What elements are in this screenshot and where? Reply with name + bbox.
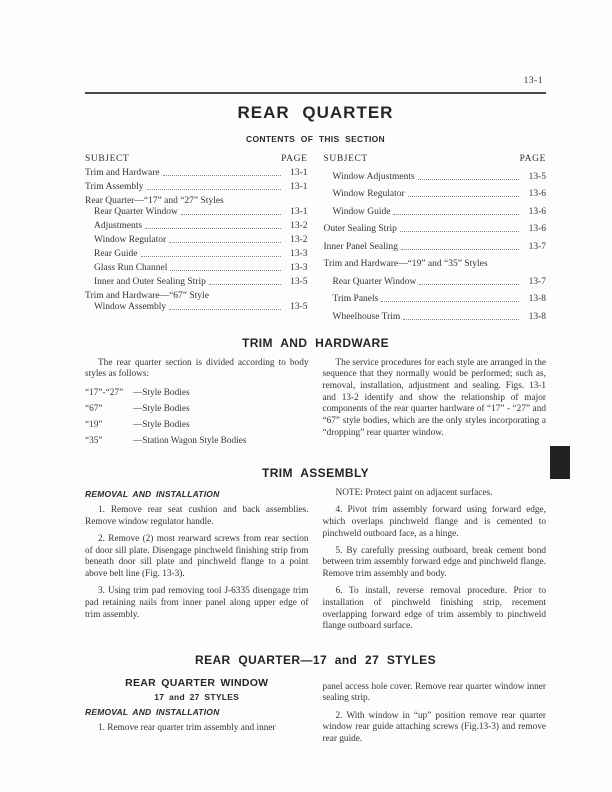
continuation-paragraph: panel access hole cover. Remove rear quarter window inner sealing strip.: [322, 681, 546, 704]
toc-left-header: [85, 154, 308, 164]
left-column: [85, 358, 309, 452]
step-paragraph: 1. Remove rear seat cushion and back assemblies. Remove window regulator handle.: [85, 504, 309, 527]
toc-entry: Trim and Hardware 13-1: [85, 168, 308, 178]
left-column: [85, 488, 309, 639]
toc-subject-header: SUBJECT: [323, 154, 368, 164]
toc-entry: Inner and Outer Sealing Strip 13-5: [94, 277, 308, 287]
body-style-item: “17”-“27” —Style Bodies: [85, 387, 190, 398]
dot-leader: [170, 270, 280, 271]
note-paragraph: NOTE: Protect paint on adjacent surfaces.: [335, 487, 493, 498]
toc-group-entry: Rear Quarter—“17” and “27” Styles: [85, 196, 224, 206]
section-heading-trim-assembly: TRIM ASSEMBLY: [262, 465, 369, 480]
page-content: [85, 96, 546, 751]
trim-assembly-section: [85, 488, 546, 639]
toc-entry: Window Regulator 13-6: [332, 189, 546, 199]
toc-entry: Rear Quarter Window 13-1: [94, 207, 308, 217]
dot-leader: [163, 175, 281, 176]
body-style-item: “35” —Station Wagon Style Bodies: [85, 435, 247, 446]
page-title: REAR QUARTER: [237, 103, 394, 122]
right-column: [323, 675, 547, 752]
toc-entry: Outer Sealing Strip 13-6: [323, 224, 546, 234]
rear-quarter-window-heading: REAR QUARTER WINDOW: [125, 676, 269, 689]
step-paragraph: 5. By carefully pressing outboard, break cement bond between trim assembly forward edge and pinchweld flange. Remove trim assembly and body.: [322, 545, 546, 580]
dot-leader: [418, 179, 519, 180]
left-column: [85, 675, 309, 752]
toc-entry: Trim Assembly 13-1: [85, 182, 308, 192]
trim-and-hardware-section: [85, 358, 546, 452]
removal-installation-heading: REMOVAL AND INSTALLATION: [85, 488, 220, 499]
dot-leader: [169, 309, 280, 310]
toc-page-header: PAGE: [281, 154, 308, 164]
step-paragraph: 1. Remove rear quarter trim assembly and inner: [98, 722, 276, 733]
step-paragraph: 4. Pivot trim assembly forward using forward edge, which overlaps pinchweld flange and is cemented to pinchweld outboard face, as a hinge.: [322, 505, 546, 539]
toc-page-header: PAGE: [519, 154, 546, 164]
page-number: 13-1: [523, 76, 543, 86]
dot-leader: [400, 231, 519, 232]
toc-entry: Wheelhouse Trim 13-8: [332, 311, 546, 322]
toc-left-column: [85, 154, 308, 322]
intro-paragraph: The rear quarter section is divided according to body styles as follows:: [85, 357, 309, 380]
body-paragraph: The service procedures for each style are arranged in the sequence that they normally would be performed; such as, removal, installation, adjustment and sealing. Figs. 13-1 and 13-2 identify and show the relationship of major components of the rear quarter hardware of “17” - “27” and “67” style bodies, which are the only styles incorporating a “dropping” rear quarter window.: [322, 357, 546, 438]
dot-leader: [209, 284, 281, 285]
toc-group-entry: Trim and Hardware—“19” and “35” Styles: [323, 259, 488, 269]
toc-entry: Inner Panel Sealing 13-7: [323, 241, 546, 252]
section-index-tab: [550, 446, 570, 479]
toc-entry: Window Adjustments 13-5: [332, 171, 546, 182]
toc-entry: Trim Panels 13-8: [332, 294, 546, 304]
dot-leader: [181, 214, 281, 215]
step-paragraph: 2. Remove (2) most rearward screws from rear section of door sill plate. Disengage pinchweld finishing strip from beneath door sill plate and pinchweld flange to a point above belt line (Fig. 13-3).: [85, 533, 309, 579]
contents-heading: CONTENTS OF THIS SECTION: [246, 134, 385, 144]
body-style-item: “67” —Style Bodies: [85, 403, 190, 414]
dot-leader: [169, 242, 280, 243]
toc-right-header: [324, 154, 547, 164]
dot-leader: [408, 196, 519, 197]
styles-subheading: 17 and 27 STYLES: [154, 691, 240, 702]
table-of-contents: [85, 154, 546, 322]
body-style-item: “19” —Style Bodies: [85, 419, 190, 430]
dot-leader: [401, 249, 519, 250]
section-heading-rear-quarter-17-27: REAR QUARTER—17 and 27 STYLES: [195, 652, 436, 667]
toc-entry: Rear Quarter Window 13-7: [332, 276, 546, 287]
rear-quarter-window-section: [85, 675, 546, 752]
right-column: [323, 358, 547, 452]
right-column: [323, 488, 547, 639]
removal-installation-heading: REMOVAL AND INSTALLATION: [85, 706, 220, 717]
step-paragraph: 6. To install, reverse removal procedure. Prior to installation of pinchweld finishing strip, recement overlapping forward edge of trim assembly to pinchweld flange outboard surface.: [322, 586, 546, 632]
toc-entry: Glass Run Channel 13-3: [94, 263, 308, 273]
toc-entry: Adjustments 13-2: [94, 221, 308, 231]
body-styles-list: [85, 388, 309, 446]
dot-leader: [419, 284, 519, 285]
dot-leader: [403, 319, 519, 320]
toc-entry: Rear Guide 13-3: [94, 249, 308, 259]
toc-entry: Window Guide 13-6: [332, 206, 546, 217]
toc-group-entry: Trim and Hardware—“67” Style: [85, 291, 209, 301]
step-paragraph: 2. With window in “up” position remove rear quarter window rear guide attaching screws (Fig.13-3) and remove rear guide.: [322, 710, 546, 744]
dot-leader: [147, 189, 281, 190]
header-rule: [85, 92, 546, 94]
dot-leader: [141, 256, 281, 257]
toc-entry: Window Regulator 13-2: [94, 235, 308, 245]
dot-leader: [381, 301, 519, 302]
toc-subject-header: SUBJECT: [85, 154, 130, 164]
dot-leader: [393, 214, 519, 215]
toc-right-column: [324, 154, 547, 322]
toc-entry: Window Assembly 13-5: [94, 302, 308, 312]
step-paragraph: 3. Using trim pad removing tool J-6335 disengage trim pad retaining nails from inner panel along upper edge of trim assembly.: [85, 586, 309, 620]
section-heading-trim-and-hardware: TRIM AND HARDWARE: [241, 335, 389, 350]
dot-leader: [145, 228, 280, 229]
